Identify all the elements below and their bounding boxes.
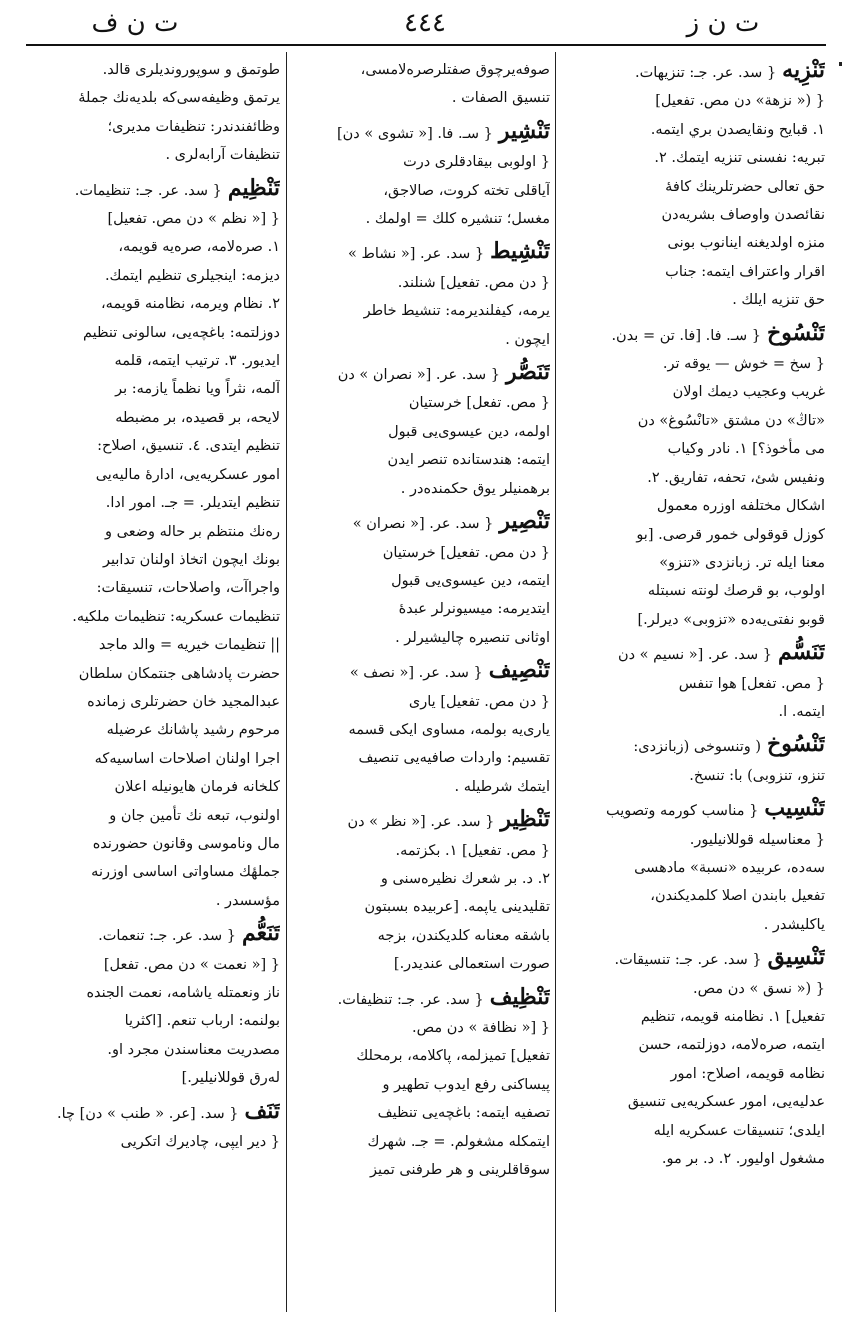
entry-line: [292, 237, 550, 268]
definition-text: { مص. تفعل] هوا تنفس: [678, 675, 825, 692]
headword: تَنْسُوخ: [767, 731, 825, 758]
definition-text: { دن مص. تفعيل] شنلند.: [397, 274, 550, 291]
entry-line: [26, 574, 280, 602]
entry-line: [292, 624, 550, 652]
definition-text: قوبو نفتى‌يه‌ده «تزوبى» ديرلر.]: [637, 611, 825, 628]
entry-line: [292, 446, 550, 474]
entry-line: [292, 297, 550, 325]
definition-text: عدليه‌يى، امور عسكريه‌يى تنسيق: [627, 1094, 825, 1111]
entry-line: [563, 378, 825, 406]
headword: تَنْسِيب: [764, 795, 825, 822]
margin-mark: [839, 62, 842, 66]
entry-line: [292, 1099, 550, 1127]
entry-line: [26, 603, 280, 631]
entry-line: [292, 922, 550, 950]
definition-text: آياقلى تخته كروت، صالاجق،: [383, 182, 550, 199]
entry-line: [26, 1064, 280, 1092]
entry-line: [26, 631, 280, 659]
entry-line: [563, 319, 825, 350]
definition-text: { معناسيله قوللانيليور.: [689, 831, 825, 848]
headword: تَنْسُوخ: [767, 319, 825, 346]
definition-text: { سد. عر. [« نصف »: [349, 665, 483, 682]
definition-text: { دن مص. تفعيل] يارى: [408, 693, 550, 710]
entry-line: [563, 201, 825, 229]
entry-line: [26, 887, 280, 915]
entry-line: [563, 606, 825, 634]
definition-text: امور عسكريه‌يى، ادارهٔ ماليه‌يى: [95, 466, 280, 483]
definition-text: تقليدينى ياپمه. [عربيده بسبتون: [364, 899, 550, 916]
definition-text: يرتمق وظيفه‌سى‌كه بلديه‌نك جملهٔ: [78, 90, 280, 107]
definition-text: ايتمكله مشغولم. = جـ. شهرك: [367, 1133, 550, 1150]
definition-text: { اولوبى بيقادقلرى درت: [403, 154, 550, 171]
entry-line: [292, 1014, 550, 1042]
headword: تَنَسُّم: [777, 639, 825, 666]
entry-line: [26, 1007, 280, 1035]
entry-line: [26, 233, 280, 261]
definition-text: ١. صره‌لامه، صره‌يه قويمه،: [118, 239, 280, 256]
definition-text: بونك ايچون اتخاذ اولنان تدابير: [102, 551, 280, 568]
dictionary-entry: [26, 1097, 280, 1157]
definition-text: اقرار واعتراف ايتمه: جناب: [665, 263, 825, 280]
entry-line: [26, 1097, 280, 1128]
definition-text: ايتمك شرطيله .: [454, 778, 550, 795]
entry-line: [292, 389, 550, 417]
entry-line: [563, 116, 825, 144]
definition-text: مصدريت معناسندن مجرد او.: [107, 1041, 280, 1058]
definition-text: { سد. عر. جـ: تنعمات.: [98, 928, 236, 945]
definition-text: ايديور. ٣. ترتيب ايتمه، قلمه: [114, 353, 280, 370]
entry-line: [26, 432, 280, 460]
entry-line: [563, 762, 825, 790]
dictionary-entry: [292, 358, 550, 503]
entry-line: [563, 911, 825, 939]
entry-line: [563, 407, 825, 435]
definition-text: تصفيه ايتمه: باغچه‌يى تنظيف: [377, 1105, 550, 1122]
headword: تَنَصُّر: [506, 359, 550, 386]
entry-line: [292, 744, 550, 772]
headword: تَنْزِيه: [782, 57, 825, 83]
entry-line: [292, 1128, 550, 1156]
definition-text: تفعيل بابندن اصلا كلمديكندن،: [650, 888, 825, 905]
entry-line: [292, 1071, 550, 1099]
definition-text: جملهٔك مساواتى اساسى اوزرنه: [91, 864, 280, 881]
definition-text: { مناسب كورمه وتصويب: [606, 803, 759, 820]
entry-line: [26, 858, 280, 886]
definition-text: { سد. عر. جـ: تنسيقات.: [614, 952, 762, 969]
entry-line: [292, 418, 550, 446]
entry-line: [563, 549, 825, 577]
entry-line: [26, 262, 280, 290]
definition-text: يرمه، كيفلنديرمه: تنشيط خاطر: [363, 303, 550, 320]
definition-text: ره‌نك منتظم بر حاله وضعى و: [105, 523, 280, 540]
definition-text: نقائصدن واوصاف بشريه‌دن: [661, 207, 825, 224]
entry-line: [292, 595, 550, 623]
entry-line: [292, 865, 550, 893]
definition-text: { (« نسق » دن مص.: [693, 980, 825, 997]
definition-text: صورت استعمالى عنديدر.]: [393, 956, 550, 973]
definition-text: ١. قبايح ونقايصدن بري ايتمه.: [650, 121, 825, 138]
definition-text: { [« نعمت » دن مص. تفعل]: [103, 956, 280, 973]
entry-line: [563, 144, 825, 172]
entry-line: [563, 638, 825, 669]
headword: تَنْظِير: [500, 806, 550, 833]
entry-line: [26, 716, 280, 744]
entry-line: [563, 698, 825, 726]
dictionary-entry: [563, 943, 825, 1173]
definition-text: { سد. [عر. « طنب » دن] چا.: [57, 1105, 239, 1122]
definition-text: تنظيفات آرابه‌لرى .: [165, 147, 280, 164]
definition-text: پيساكنى رفع ايدوب تطهير و: [382, 1076, 550, 1093]
entry-line: [563, 492, 825, 520]
entry-line: [563, 286, 825, 314]
definition-text: مرحوم رشيد پاشانك عرضيله: [106, 722, 280, 739]
definition-text: «تاڭ» دن مشتق «تانْسُوغ» دن: [637, 412, 825, 429]
definition-text: { [« نظافة » دن مص.: [412, 1020, 550, 1036]
entry-line: [26, 319, 280, 347]
definition-text: مى مأخوذ؟] ١. نادر وكياب: [667, 441, 825, 458]
entry-line: [292, 716, 550, 744]
entry-line: [563, 1145, 825, 1173]
headword: تَنَعُّم: [241, 920, 280, 947]
definition-text: مال وناموسى وقانون حضورنده: [92, 835, 280, 852]
definition-text: ديزمه: اينجيلرى تنظيم ايتمك.: [104, 267, 280, 284]
definition-text: ٢. د. بر شعرك نظيره‌سنى و: [380, 870, 550, 887]
column-center: [292, 56, 550, 1310]
entry-line: [26, 951, 280, 979]
entry-line: [563, 1060, 825, 1088]
entry-line: [26, 84, 280, 112]
entry-line: [563, 1031, 825, 1059]
entry-line: [26, 290, 280, 318]
entry-line: [292, 805, 550, 836]
header-rule: [26, 44, 826, 46]
entry-line: [563, 173, 825, 201]
entry-line: [292, 567, 550, 595]
entry-line: [563, 435, 825, 463]
header-catchword-left: ت ن ف: [91, 8, 179, 38]
entry-line: [292, 893, 550, 921]
entry-line: [292, 688, 550, 716]
definition-text: معنا ايله تر. زبانزدى «تنزو»: [659, 554, 825, 571]
definition-text: اولنوب، تبعه نك تأمين جان و: [109, 807, 280, 824]
entry-line: [292, 475, 550, 503]
entry-line: [26, 174, 280, 205]
headword: تَنْصِير: [499, 508, 550, 535]
entry-line: [292, 656, 550, 687]
definition-text: مؤسسدر .: [215, 892, 280, 909]
dictionary-entry: [292, 805, 550, 978]
dictionary-entry: [26, 174, 280, 916]
definition-text: { دن مص. تفعيل] خرستيان: [382, 544, 550, 561]
definition-text: كوزل قوقولى خمور قرصى. [بو: [636, 526, 825, 543]
entry-line: [292, 950, 550, 978]
entry-line: [563, 1117, 825, 1145]
entry-line: [26, 375, 280, 403]
entry-line: [292, 148, 550, 176]
entry-line: [563, 521, 825, 549]
entry-line: [26, 205, 280, 233]
entry-line: [563, 350, 825, 378]
definition-text: ( وتنسوخى (زبانزدى:: [633, 739, 762, 756]
entry-line: [563, 577, 825, 605]
entry-line: [292, 84, 550, 112]
definition-text: { سد. عر. [« نصران »: [352, 516, 494, 533]
entry-line: [292, 837, 550, 865]
definition-text: تنظيم ايتدى. ٤. تنسيق، اصلاح:: [97, 438, 280, 455]
entry-line: [26, 113, 280, 141]
entry-line: [26, 688, 280, 716]
definition-text: { [« نظم » دن مص. تفعيل]: [107, 211, 280, 228]
dictionary-entry: [292, 983, 550, 1185]
entry-line: [26, 56, 280, 84]
dictionary-entry: [563, 56, 825, 315]
definition-text: تبريه: نفسنى تنزيه ايتمك. ٢.: [654, 150, 825, 167]
entry-line: [26, 546, 280, 574]
entry-line: [292, 56, 550, 84]
definition-text: تفعيل] تميزلمه، پاكلامه، برمحلك: [356, 1048, 550, 1065]
definition-text: تفعيل] ١. نظامنه قويمه، تنظيم: [640, 1009, 825, 1025]
definition-text: ايتديرمه: ميسيونرلر عبدهٔ: [398, 601, 550, 618]
definition-text: { سد. عر. جـ: تنزيهات.: [634, 65, 777, 81]
entry-line: [26, 404, 280, 432]
entry-line: [292, 773, 550, 801]
definition-text: { (« نزهة» دن مص. تفعيل]: [655, 93, 825, 110]
entry-line: [563, 794, 825, 825]
definition-text: ناز ونعمتله ياشامه، نعمت الجنده: [86, 985, 280, 1001]
definition-text: غريب وعجيب ديمك اولان: [672, 384, 825, 401]
headword: تَنَف: [244, 1097, 280, 1124]
dictionary-entry: [26, 56, 280, 170]
entry-line: [26, 141, 280, 169]
entry-line: [292, 205, 550, 233]
entry-line: [26, 773, 280, 801]
entry-line: [292, 1156, 550, 1184]
definition-text: مشغول اوليور. ٢. د. بر مو.: [661, 1151, 825, 1168]
definition-text: سه‌ده، عربيده «نسبة» مادهسى: [634, 859, 825, 876]
entry-line: [563, 1003, 825, 1031]
definition-text: { دير ايپى، چاديرك اتكريى: [120, 1134, 280, 1151]
definition-text: ٢. نظام ويرمه، نظامنه قويمه،: [101, 296, 280, 313]
entry-line: [563, 882, 825, 910]
entry-line: [26, 802, 280, 830]
entry-line: [292, 1042, 550, 1070]
entry-line: [26, 919, 280, 950]
headword: تَنْظِيف: [489, 983, 550, 1010]
entry-line: [26, 660, 280, 688]
definition-text: مغسل؛ تنشيره كلك = اولمك .: [365, 211, 550, 228]
dictionary-entry: [563, 730, 825, 790]
entry-line: [26, 347, 280, 375]
definition-text: كلخانه فرمان هايونيله اعلان: [114, 779, 280, 796]
headword: تَنْصِيف: [488, 657, 550, 684]
definition-text: برهمنيلر يوق حكمنده‌در .: [400, 480, 550, 497]
definition-text: { مص. تفعل] خرستيان: [408, 395, 550, 412]
entry-line: [26, 979, 280, 1007]
definition-text: { سد. عر. [« نشاط »: [347, 246, 485, 263]
definition-text: تنسيق الصفات .: [451, 90, 550, 107]
entry-line: [563, 1088, 825, 1116]
definition-text: حضرت پادشاهى جنتمكان سلطان: [78, 665, 280, 682]
dictionary-entry: [292, 56, 550, 113]
entry-line: [26, 518, 280, 546]
definition-text: ايتمه. ا.: [778, 703, 825, 720]
definition-text: ايلدى؛ تنسيقات عسكريه ايله: [653, 1122, 825, 1139]
definition-text: || تنظيمات خيريه = والد ماجد: [98, 637, 280, 654]
definition-text: { سخ = خوش — يوقه تر.: [662, 356, 825, 373]
definition-text: { سد. عر. جـ: تنظيفات.: [337, 991, 484, 1008]
definition-text: ونفيس شئ، تحفه، تفاريق. ٢.: [647, 469, 825, 486]
column-right: [563, 56, 825, 1310]
entry-line: [26, 461, 280, 489]
definition-text: عبدالمجيد خان حضرتلرى زمانده: [87, 693, 280, 710]
entry-line: [26, 830, 280, 858]
page-number: ٤٤٤: [404, 8, 446, 38]
definition-text: له‌رق قوللانيلير.]: [181, 1070, 280, 1087]
entry-line: [563, 854, 825, 882]
dictionary-entry: [292, 507, 550, 652]
entry-line: [563, 87, 825, 115]
dictionary-entry: [292, 117, 550, 234]
entry-line: [563, 464, 825, 492]
entry-line: [26, 1128, 280, 1156]
headword: تَنْظِيم: [227, 174, 280, 201]
entry-line: [563, 826, 825, 854]
definition-text: باشقه معناىه كلديكندن، بزجه: [377, 927, 550, 944]
entry-line: [563, 670, 825, 698]
dictionary-entry: [563, 319, 825, 634]
definition-text: تنزو، تنزوبى) با: تنسخ.: [689, 767, 825, 784]
definition-text: دوزلتمه: باغچه‌يى، سالونى تنظيم: [82, 324, 280, 341]
definition-text: سوقاقلرينى و هر طرفنى تميز: [369, 1162, 550, 1179]
definition-text: يارى‌يه بولمه، مساوى ايكى قسمه: [348, 721, 550, 738]
definition-text: اجرا اولنان اصلاحات اساسيه‌كه: [94, 750, 280, 767]
column-left: [26, 56, 280, 1310]
headword: تَنْشِيط: [490, 238, 550, 265]
entry-line: [563, 229, 825, 257]
definition-text: { سـ. فا. [« تشوى » دن]: [337, 125, 493, 142]
entry-line: [26, 489, 280, 517]
entry-line: [292, 539, 550, 567]
column-divider: [286, 52, 287, 1312]
entry-line: [563, 56, 825, 87]
entry-line: [292, 507, 550, 538]
definition-text: ايتمه، دين عيسوى‌يى قبول: [391, 572, 550, 589]
definition-text: ياكليشدر .: [763, 916, 825, 933]
definition-text: { سد. عر. [« نسيم » دن: [617, 647, 772, 664]
header-catchword-right: ت ن ز: [686, 8, 760, 38]
column-divider: [555, 52, 556, 1312]
definition-text: { مص. تفعيل] ١. بكزتمه.: [395, 842, 550, 859]
definition-text: اولمه، دين عيسوى‌يى قبول: [388, 423, 550, 440]
definition-text: اشكال مختلفه اوزره معمول: [656, 498, 825, 515]
entry-line: [292, 326, 550, 354]
entry-line: [292, 177, 550, 205]
definition-text: حق تعالى حضرتلرينك كافهٔ: [665, 178, 825, 195]
dictionary-entry: [292, 237, 550, 354]
definition-text: { سد. عر. [« نظر » دن: [347, 814, 495, 831]
dictionary-entry: [26, 919, 280, 1092]
definition-text: ايتمه، صره‌لامه، دوزلتمه، حسن: [638, 1037, 825, 1054]
definition-text: تنظيمات عسكريه: تنظيمات ملكيه.: [72, 608, 280, 625]
entry-line: [292, 983, 550, 1014]
definition-text: طوتمق و سوپورونديلرى قالد.: [102, 62, 280, 78]
definition-text: { سد. عر. جـ: تنظيمات.: [74, 182, 222, 199]
entry-line: [563, 975, 825, 1003]
entry-line: [292, 358, 550, 389]
entry-line: [292, 117, 550, 148]
definition-text: تقسيم: واردات صافيه‌يى تنصيف: [358, 750, 550, 767]
definition-text: { سـ. فا. [فا. تن = بدن.: [611, 327, 762, 344]
entry-line: [563, 943, 825, 974]
definition-text: اولوب، بو قرصك لونته نسبتله: [647, 583, 825, 600]
entry-line: [26, 1036, 280, 1064]
definition-text: ايتمه: هندستانده تنصر ايدن: [387, 452, 550, 469]
definition-text: وظائفندندر: تنظيفات مديرى؛: [107, 118, 280, 135]
entry-line: [292, 269, 550, 297]
entry-line: [563, 258, 825, 286]
definition-text: حق تنزيه ايلك .: [732, 292, 825, 309]
definition-text: نظامه قويمه، اصلاح: امور: [670, 1065, 825, 1082]
definition-text: اوثانى تنصيره چاليشيرلر .: [395, 629, 550, 646]
definition-text: واجراآت، واصلاحات، تنسيقات:: [96, 580, 280, 597]
headword: تَنْشِير: [498, 117, 550, 144]
definition-text: تنظيم ايتديلر. = جـ. امور ادا.: [105, 495, 280, 512]
definition-text: بولنمه: ارباب تنعم. [اكثريا: [124, 1013, 280, 1030]
dictionary-entry: [563, 638, 825, 726]
dictionary-entry: [563, 794, 825, 939]
definition-text: ايچون .: [505, 331, 550, 348]
definition-text: صوفه‌يرچوق صفتلرصره‌لامسى،: [360, 62, 550, 78]
entry-line: [563, 730, 825, 761]
definition-text: آلمه، نثراً ويا نظماً يازمه: بر: [115, 381, 280, 398]
definition-text: { سد. عر. [« نصران » دن: [337, 367, 501, 384]
entry-line: [26, 745, 280, 773]
dictionary-entry: [292, 656, 550, 801]
definition-text: منزه اولديغنه اينانوب بونى: [667, 235, 825, 252]
headword: تَنْسِيق: [767, 944, 825, 971]
definition-text: لايحه، بر قصيده، بر مضبطه: [115, 409, 280, 426]
